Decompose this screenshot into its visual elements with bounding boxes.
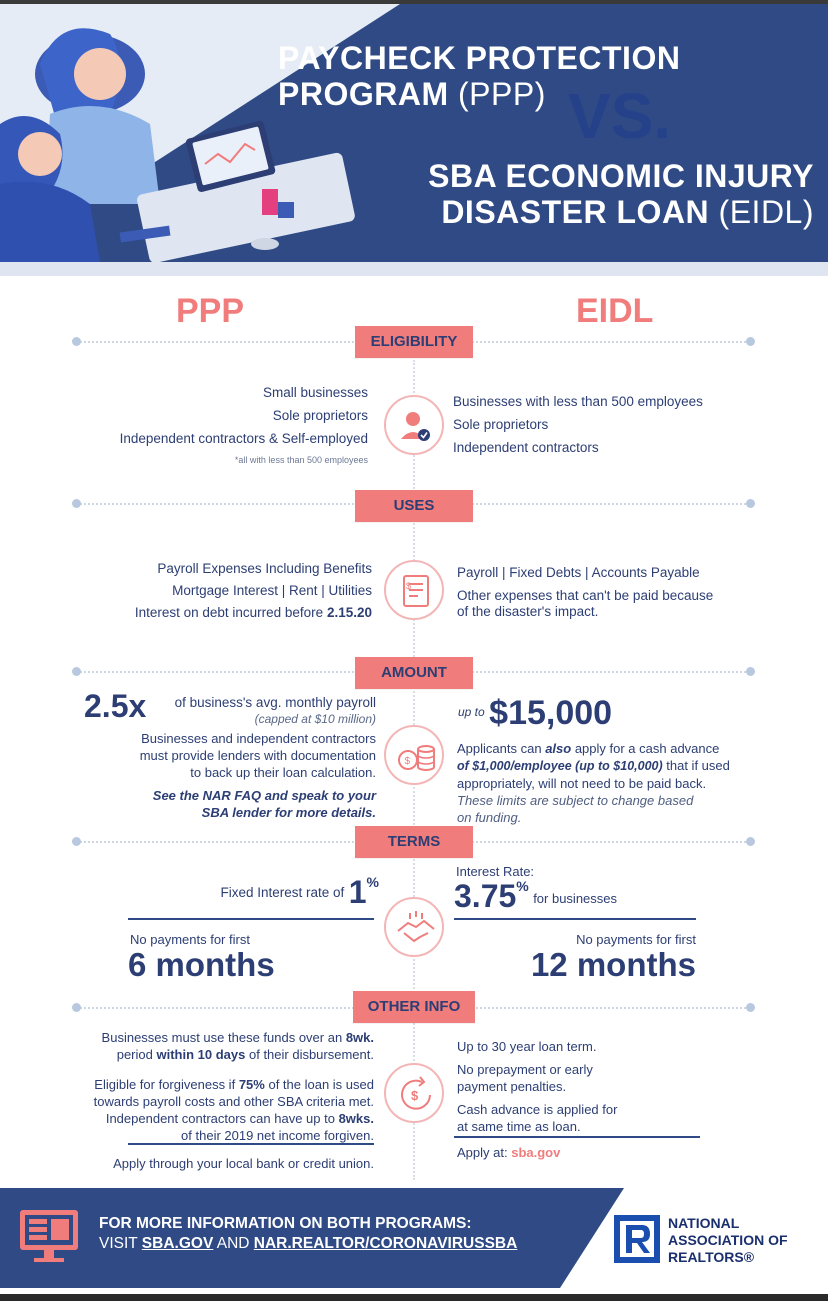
ppp-other-text: Independent contractors can have up to [105,1111,335,1126]
ppp-cap: (capped at $10 million) [254,712,376,726]
rule-dot-left [72,837,81,846]
ppp-elig-note: *all with less than 500 employees [234,455,368,465]
ppp-nopay-text: No payments for first [130,932,250,947]
ppp-other-text: of the loan is used [268,1077,374,1092]
person-check-icon [384,395,444,455]
section-label-amount: AMOUNT [355,657,473,689]
title-eidl [394,158,814,230]
ppp-other-text: towards payroll costs and other SBA criteria met. [93,1094,374,1109]
ppp-amount-docs [60,730,376,821]
title-line-3: SBA ECONOMIC INJURY [428,158,814,194]
title-program: PROGRAM [278,76,449,112]
ppp-use-line1 [40,1029,374,1046]
ppp-use-interest [60,602,372,624]
ppp-interest-date: 2.15.20 [326,605,372,620]
eidl-adv-text: appropriately, will not need to be paid back. [457,776,707,791]
receipt-icon [384,560,444,620]
nar-wordmark [668,1215,788,1266]
realtor-r-logo [614,1215,660,1263]
eidl-advance [457,740,787,826]
eidl-cash-line: Cash advance is applied for [457,1102,618,1117]
eidl-uses [457,562,777,620]
ppp-other-text: of their 2019 net income forgiven. [181,1128,374,1143]
eidl-other-divider [454,1136,700,1138]
rule-dot-right [746,667,755,676]
eidl-elig-item: Independent contractors [453,440,599,455]
ppp-forgiveness [40,1076,374,1144]
ppp-other-text: period [116,1047,153,1062]
ppp-other-text: Eligible for forgiveness if [94,1077,236,1092]
ppp-rate-text: Fixed Interest rate of [220,885,345,900]
eidl-adv-also: also [545,741,572,756]
title-ppp-abbr: (PPP) [458,76,546,112]
rule-dot-right [746,837,755,846]
ppp-forg-line1 [40,1076,374,1093]
eidl-rate-text: for businesses [533,891,618,906]
eidl-advance-line1 [457,740,787,757]
eidl-penalty-line: payment penalties. [457,1079,567,1094]
svg-text:$: $ [411,1088,419,1103]
ppp-10-days: within 10 days [156,1047,246,1062]
eidl-penalty-line: No prepayment or early [457,1062,593,1077]
rule-dot-right [746,337,755,346]
ppp-rate [209,874,379,911]
header-divider-strip [0,262,828,276]
ppp-multiplier-text: of business's avg. monthly payroll [174,695,376,710]
ppp-use-line2 [40,1046,374,1063]
ppp-8wk: 8wk. [345,1030,374,1045]
eidl-adv-text: Applicants can [457,741,542,756]
rule-dot-left [72,337,81,346]
eidl-apply-text: Apply at: [457,1145,508,1160]
footer-visit-text: VISIT [99,1235,138,1252]
rule-dot-left [72,667,81,676]
footer-visit-line [99,1234,517,1254]
eidl-eligibility [453,391,773,459]
ppp-months: 6 months [128,946,275,983]
eidl-months: 12 months [530,946,696,983]
footer-and-text: AND [216,1235,250,1252]
ppp-use-item: Mortgage Interest | Rent | Utilities [172,583,372,598]
eidl-other [457,1038,757,1135]
rule-dot-left [72,1003,81,1012]
eidl-nopay-text: No payments for first [576,932,696,947]
title-disaster-loan: DISASTER LOAN [441,194,710,230]
monitor-icon [18,1208,80,1268]
ppp-75-percent: 75% [238,1077,265,1092]
rule-dot-right [746,499,755,508]
column-head-eidl: EIDL [576,292,654,330]
column-head-ppp: PPP [176,292,245,330]
eidl-rate [454,878,617,915]
ppp-faq-line: SBA lender for more details. [201,805,376,820]
ppp-uses [60,558,372,624]
ppp-doc-line: must provide lenders with documentation [139,748,376,763]
title-line-4 [394,194,814,230]
header-banner [0,0,828,262]
eidl-elig-item: Businesses with less than 500 employees [453,394,703,409]
eidl-limits-line: on funding. [457,810,522,825]
eidl-use-line: Other expenses that can't be paid because [457,588,714,603]
vs-label: VS. [568,80,672,152]
section-label-other-info: OTHER INFO [353,991,475,1023]
ppp-forg-line3 [40,1110,374,1127]
eidl-upto: up to [458,705,485,719]
ppp-faq-line: See the NAR FAQ and speak to your [152,788,376,803]
ppp-use-item: Payroll Expenses Including Benefits [157,561,372,576]
footer [0,1188,828,1288]
eidl-adv-amount: of $1,000/employee (up to $10,000) [457,759,663,773]
svg-text:$: $ [406,581,412,591]
nar-line: REALTORS® [668,1249,755,1265]
eidl-amount-value: $15,000 [489,694,613,732]
ppp-elig-item: Sole proprietors [272,408,368,423]
eidl-limits-line: These limits are subject to change based [457,793,694,808]
ppp-interest-text: Interest on debt incurred before [134,605,324,620]
eidl-amount [458,694,612,733]
svg-text:$: $ [404,756,411,767]
bottom-edge [0,1294,828,1301]
eidl-use-line: of the disaster's impact. [457,604,599,619]
sba-gov-link[interactable]: sba.gov [511,1145,561,1160]
section-label-terms: TERMS [355,826,473,858]
eidl-use-line: Payroll | Fixed Debts | Accounts Payable [457,565,700,580]
eidl-rate-value: 3.75 [454,878,517,914]
ppp-terms-divider [128,918,374,920]
dollar-cycle-icon [384,1063,444,1123]
nar-line: ASSOCIATION OF [668,1232,788,1248]
eidl-elig-item: Sole proprietors [453,417,549,432]
ppp-amount-multiplier [84,688,146,725]
rule-dot-left [72,499,81,508]
ppp-multiplier-value: 2.5x [84,688,147,724]
eidl-adv-text: that if used [666,758,730,773]
eidl-rate-unit: % [516,878,529,894]
ppp-other-text: of their disbursement. [248,1047,374,1062]
eidl-advance-line2 [457,757,787,775]
section-label-eligibility: ELIGIBILITY [355,326,473,358]
eidl-cash-line: at same time as loan. [457,1119,581,1134]
ppp-8wks: 8wks. [338,1111,374,1126]
ppp-rate-unit: % [366,874,379,890]
nar-realtor-link[interactable]: NAR.REALTOR/CORONAVIRUSSBA [253,1235,518,1252]
ppp-doc-line: to back up their loan calculation. [190,765,376,780]
ppp-rate-value: 1 [348,874,367,910]
title-ppp [278,40,798,112]
eidl-loan-term: Up to 30 year loan term. [457,1039,597,1054]
ppp-elig-item: Independent contractors & Self-employed [119,431,368,446]
title-line-1: PAYCHECK PROTECTION [278,40,681,76]
ppp-eligibility [60,382,368,468]
eidl-apply [457,1142,560,1164]
eidl-adv-text: apply for a cash advance [574,741,720,756]
section-label-uses: USES [355,490,473,522]
ppp-other-text: Businesses must use these funds over an [101,1030,343,1045]
ppp-elig-item: Small businesses [262,385,368,400]
ppp-amount-desc [160,695,376,727]
handshake-icon [384,897,444,957]
title-eidl-abbr: (EIDL) [718,194,814,230]
title-line-2 [278,76,798,112]
ppp-apply-text: Apply through your local bank or credit union. [113,1156,374,1171]
footer-info-line: FOR MORE INFORMATION ON BOTH PROGRAMS: [99,1215,472,1232]
ppp-other-divider [128,1143,374,1145]
eidl-terms-divider [454,918,696,920]
ppp-doc-line: Businesses and independent contractors [141,731,376,746]
rule-dot-right [746,1003,755,1012]
sba-gov-footer-link[interactable]: SBA.GOV [141,1235,214,1252]
ppp-other-use [40,1029,374,1063]
coins-icon [384,725,444,785]
eidl-rate-label: Interest Rate: [456,864,535,879]
nar-line: NATIONAL [668,1215,740,1231]
